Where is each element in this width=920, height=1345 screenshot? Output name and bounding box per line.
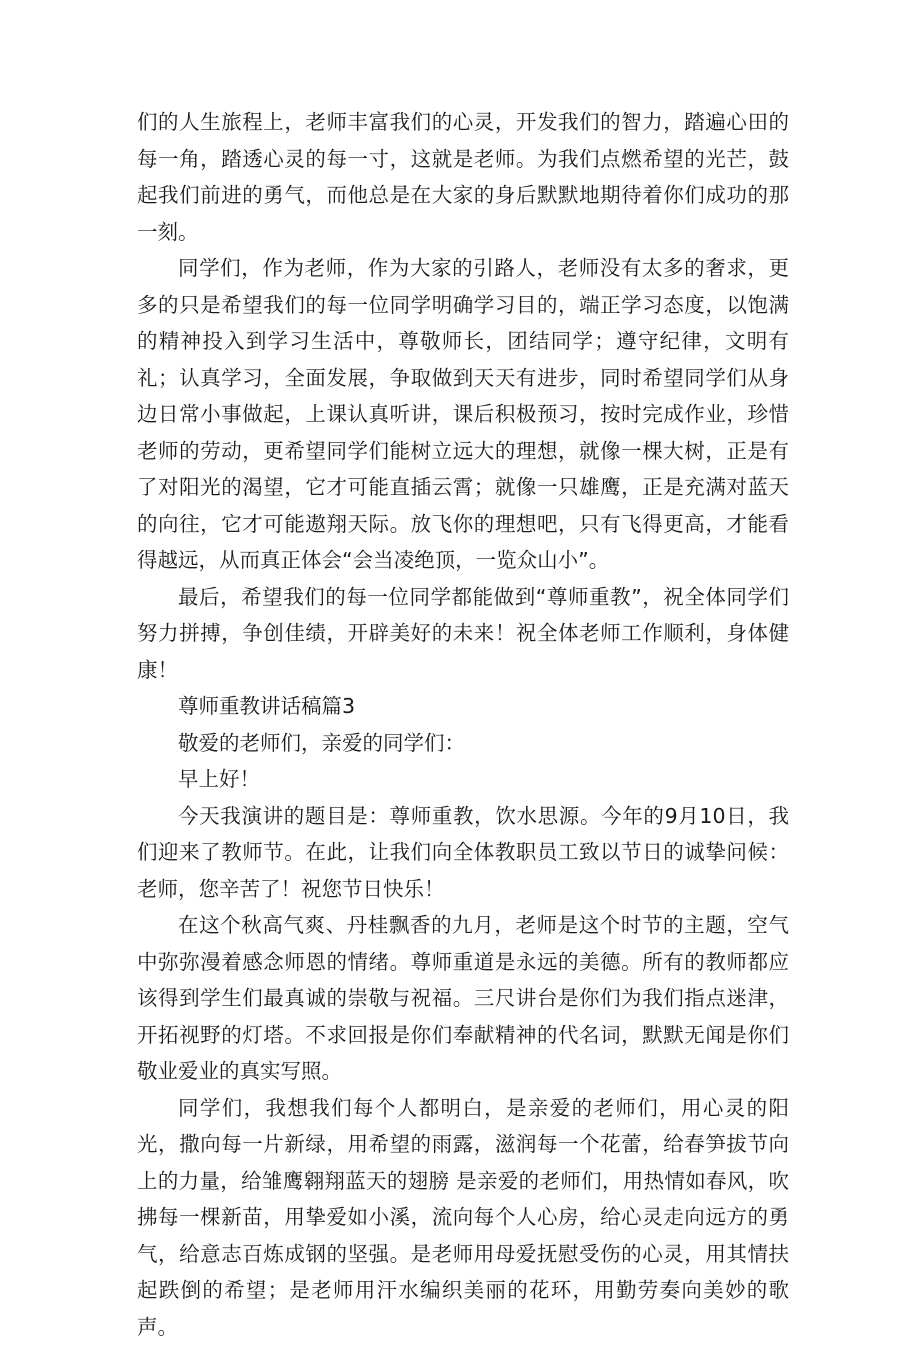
paragraph-6: 同学们，我想我们每个人都明白，是亲爱的老师们，用心灵的阳光，撒向每一片新绿，用希望的雨露，滋润每一个花蕾，给春笋拔节向上的力量，给雏鹰翱翔蓝天的翅膀 是亲爱的老师们，用热情如春风，吹拂每一棵新苗，用挚爱如小溪，流向每个人心房，给心灵走向远方的勇气，给意志百炼成钢的坚强。是老师用母爱抚慰受伤的心灵，用其情扶起跌倒的希望；是老师用汗水编织美丽的花环，用勤劳奏向美妙的歌声。 [137,1090,789,1345]
paragraph-5: 在这个秋高气爽、丹桂飘香的九月，老师是这个时节的主题，空气中弥弥漫着感念师恩的情绪。尊师重道是永远的美德。所有的教师都应该得到学生们最真诚的崇敬与祝福。三尺讲台是你们为我们指点迷津，开拓视野的灯塔。不求回报是你们奉献精神的代名词，默默无闻是你们敬业爱业的真实写照。 [137,907,789,1090]
greeting: 早上好！ [137,761,789,798]
section-heading: 尊师重教讲话稿篇3 [137,688,789,725]
salutation: 敬爱的老师们，亲爱的同学们： [137,725,789,762]
paragraph-4: 今天我演讲的题目是：尊师重教，饮水思源。今年的9月10日，我们迎来了教师节。在此，让我们向全体教职员工致以节日的诚挚问候：老师，您辛苦了！祝您节日快乐！ [137,798,789,908]
paragraph-2: 同学们，作为老师，作为大家的引路人，老师没有太多的奢求，更多的只是希望我们的每一位同学明确学习目的，端正学习态度，以饱满的精神投入到学习生活中，尊敬师长，团结同学；遵守纪律，文明有礼；认真学习，全面发展，争取做到天天有进步，同时希望同学们从身边日常小事做起，上课认真听讲，课后积极预习，按时完成作业，珍惜老师的劳动，更希望同学们能树立远大的理想，就像一棵大树，正是有了对阳光的渴望，它才可能直插云霄；就像一只雄鹰，正是充满对蓝天的向往，它才可能遨翔天际。放飞你的理想吧，只有飞得更高，才能看得越远，从而真正体会“会当凌绝顶，一览众山小”。 [137,250,789,579]
paragraph-1: 们的人生旅程上，老师丰富我们的心灵，开发我们的智力，踏遍心田的每一角，踏透心灵的每一寸，这就是老师。为我们点燃希望的光芒，鼓起我们前进的勇气，而他总是在大家的身后默默地期待着你们成功的那一刻。 [137,104,789,250]
document-page [137,104,789,1345]
paragraph-3: 最后，希望我们的每一位同学都能做到“尊师重教”，祝全体同学们努力拼搏，争创佳绩，开辟美好的未来！祝全体老师工作顺利，身体健康！ [137,579,789,689]
